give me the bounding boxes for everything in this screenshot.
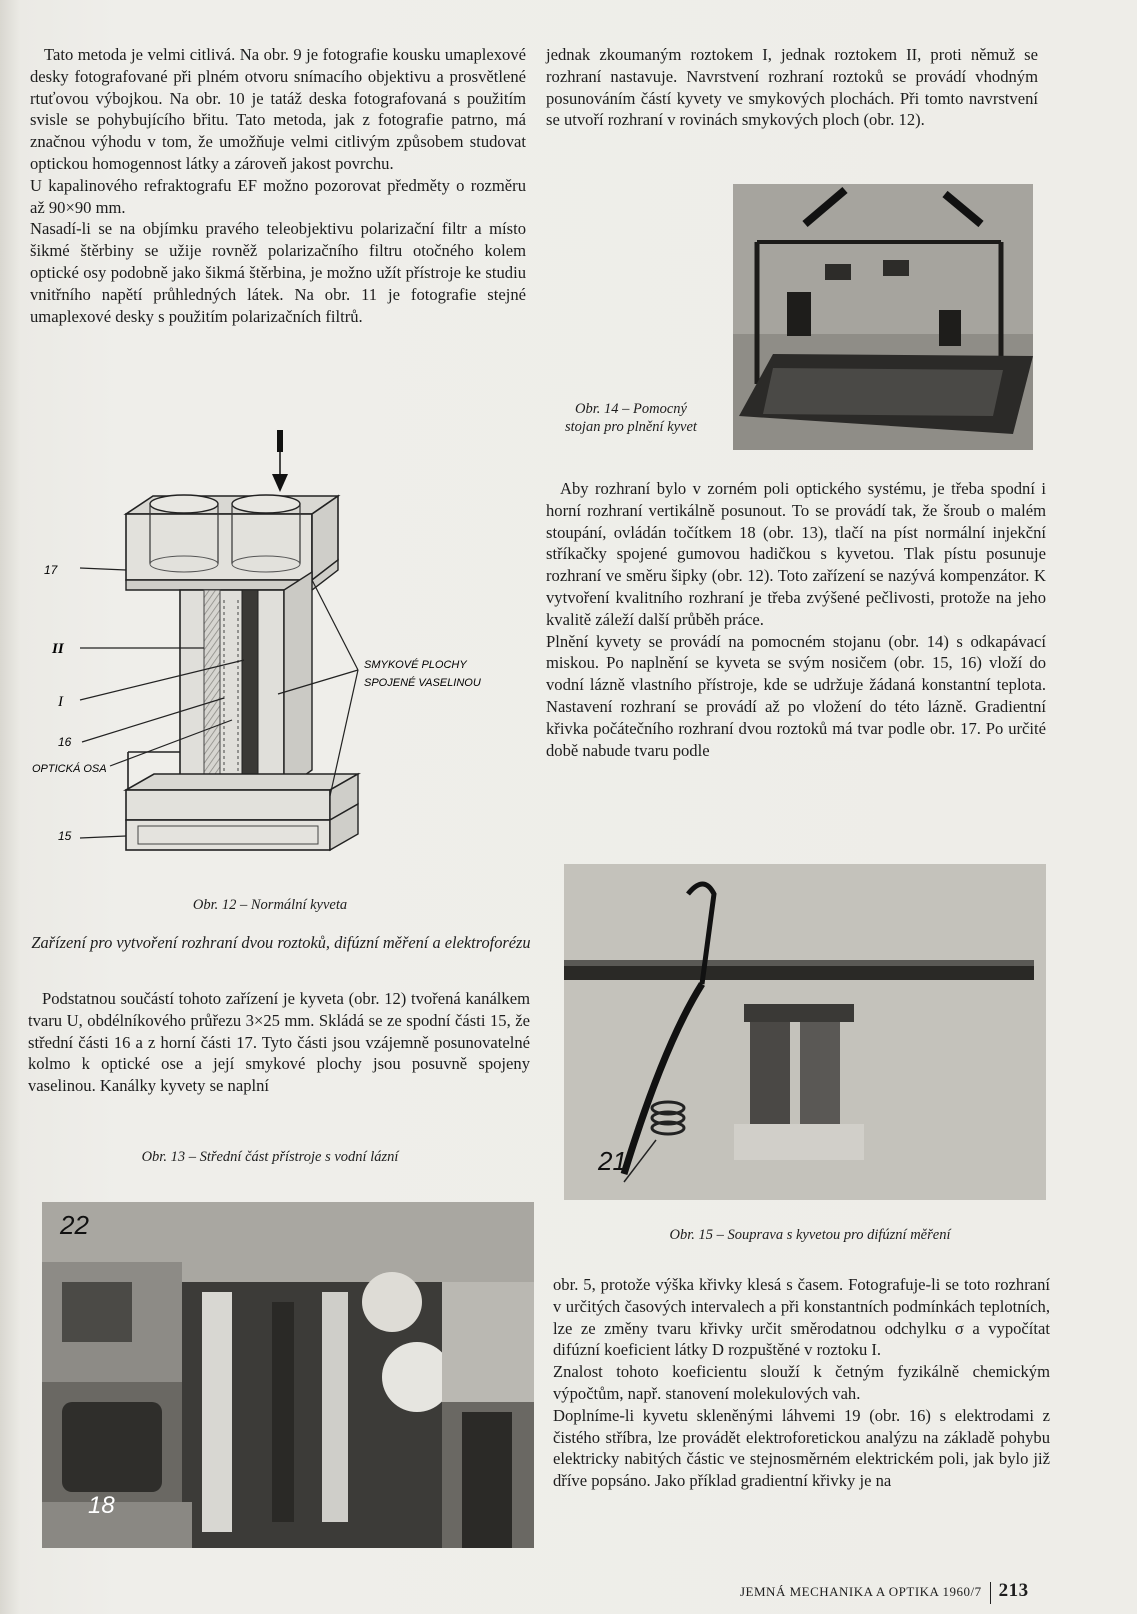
label-vaseline: SPOJENÉ VASELINOU bbox=[364, 677, 481, 689]
section-heading: Zařízení pro vytvoření rozhraní dvou roztoků, difúzní měření a elektroforézu bbox=[31, 933, 531, 952]
label-18: 18 bbox=[88, 1492, 115, 1519]
paragraph: Doplníme-li kyvetu skleněnými láhvemi 19 (obr. 16) s elektrodami z čistého stříbra, lze provádět elektroforetickou analýzu na základě pohybu elektricky nabitých částic ve stejnosměrném elektrickém poli, jak bylo již dříve popsáno. Jako příklad gradientní křivky je na bbox=[553, 1405, 1050, 1491]
figure-14-caption: Obr. 14 – Pomocný stojan pro plnění kyvet bbox=[565, 401, 697, 435]
left-column-top bbox=[30, 44, 526, 327]
paragraph: Nasadí-li se na objímku pravého teleobjektivu polarizační filtr a místo šikmé štěrbiny se užije rovněž polarizačního filtru otočného kolem optické osy podobně jako šikmá štěrbina, je možno užít přístroje ke studiu vnitřního napětí průhledných látek. Na obr. 11 je fotografie stejné umaplexové desky s použitím polarizačních filtrů. bbox=[30, 219, 526, 326]
figure-13-photo bbox=[42, 1202, 534, 1548]
paragraph: Podstatnou součástí tohoto zařízení je kyveta (obr. 12) tvořená kanálkem tvaru U, obdélníkového průřezu 3×25 mm. Skládá se ze spodní části 15, že střední části 16 a z horní části 17. Tyto části jsou vzájemně posunovatelné kolmo k optické ose a její smykové plochy jsou posuvně spojeny vaselinou. Kanálky kyvety se naplní bbox=[28, 989, 530, 1096]
paragraph: Plnění kyvety se provádí na pomocném stojanu (obr. 14) s odkapávací miskou. Po naplnění se kyveta se svým nosičem (obr. 15, 16) vloží do vodní lázně vlastního přístroje, kde se udržuje žádaná konstantní teplota. Nastavení rozhraní se provádí až po vložení do této lázně. Gradientní křivka počátečního rozhraní dvou roztoků má tvar podle obr. 17. Po určité době nabude tvaru podle bbox=[546, 631, 1046, 760]
cuvette-diagram bbox=[28, 430, 544, 888]
right-column-top bbox=[546, 44, 1038, 131]
label-sliding-planes: SMYKOVÉ PLOCHY bbox=[364, 659, 467, 671]
page-number: 213 bbox=[998, 1580, 1029, 1601]
label-16: 16 bbox=[58, 735, 72, 749]
paragraph: Aby rozhraní bylo v zorném poli optického systému, je třeba spodní i horní rozhraní vertikálně posunout. To se provádí tak, že šroub o malém stoupání, ovládán točítkem 18 (obr. 13), tlačí na píst normální injekční stříkačky spojené gumovou hadičkou s kyvetou. Tlak pístu posunuje rozhraní ve směru šipky (obr. 12). Toto zařízení se nazývá kompenzátor. K vytvoření kvalitního rozhraní je třeba zvýšené pečlivosti, protože na jeho kvalitě záleží další průběh práce. bbox=[546, 479, 1046, 629]
figure-12-caption: Obr. 12 – Normální kyveta bbox=[192, 897, 348, 913]
figure-13-caption: Obr. 13 – Střední část přístroje s vodní lázní bbox=[141, 1149, 399, 1165]
paragraph: jednak zkoumaným roztokem I, jednak roztokem II, proti němuž se rozhraní nastavuje. Navrstvení rozhraní roztoků se provádí vhodným posunováním částí kyvety ve smykových plochách. Při tomto navrstvení se utvoří rozhraní v rovinách smykových ploch (obr. 12). bbox=[546, 45, 1038, 130]
label-21: 21 bbox=[598, 1146, 627, 1176]
label-17: 17 bbox=[44, 563, 58, 577]
paragraph: U kapalinového refraktografu EF možno pozorovat předměty o rozměru až 90×90 mm. bbox=[30, 175, 526, 217]
label-optical-axis: OPTICKÁ OSA bbox=[32, 763, 107, 775]
page-footer bbox=[740, 1580, 1060, 1604]
figure-15-caption: Obr. 15 – Souprava s kyvetou pro difúzní měření bbox=[669, 1227, 951, 1243]
right-column-bottom bbox=[553, 1274, 1050, 1492]
right-column-middle bbox=[546, 478, 1046, 761]
paragraph: Znalost tohoto koeficientu slouží k četným fyzikálně chemickým výpočtům, např. stanovení molekulových vah. bbox=[553, 1362, 1050, 1403]
figure-15-photo bbox=[564, 864, 1046, 1200]
left-column-bottom bbox=[28, 988, 530, 1097]
label-15: 15 bbox=[58, 829, 72, 843]
label-solution-1: I bbox=[58, 694, 63, 710]
figure-14-photo bbox=[733, 184, 1033, 450]
label-22: 22 bbox=[60, 1210, 89, 1240]
label-solution-2: II bbox=[52, 641, 64, 657]
arrow-head bbox=[272, 474, 288, 492]
journal-name: JEMNÁ MECHANIKA A OPTIKA 1960/7 bbox=[740, 1584, 982, 1599]
paragraph: Tato metoda je velmi citlivá. Na obr. 9 je fotografie kousku umaplexové desky fotografované při plném otvoru snímacího objektivu a prosvětlené rtuťovou výbojkou. Na obr. 10 je tatáž deska fotografovaná s použitím svisle se pohybujícího břitu. Tato metoda, jak z fotografie patrno, má značnou výhodu v tom, že umožňuje velmi citlivým způsobem studovat optickou homogennost látky a zároveň jakost povrchu. bbox=[30, 45, 526, 173]
paragraph: obr. 5, protože výška křivky klesá s časem. Fotografuje-li se toto rozhraní v určitých časových intervalech a při konstantních podmínkách teplotních, lze ze změny tvaru křivky určit směrodatnou odchylku σ a vypočítat difúzní koeficient látky D rozpuštěné v roztoku I. bbox=[553, 1275, 1050, 1360]
